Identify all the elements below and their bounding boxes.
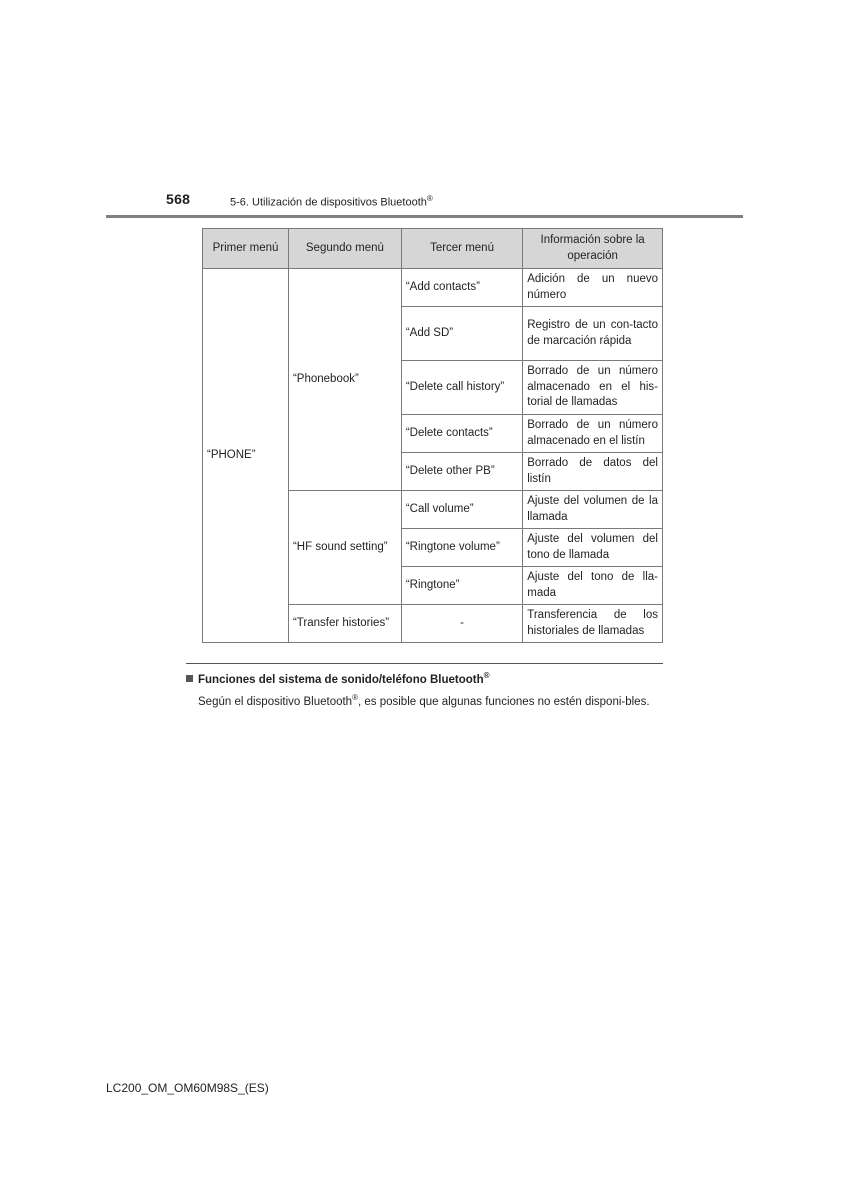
note-heading-text: Funciones del sistema de sonido/teléfono Bluetooth [198, 673, 484, 686]
third-menu-cell: “Ringtone volume” [401, 529, 522, 567]
column-header-third-menu: Tercer menú [401, 229, 522, 269]
table-header-row [203, 229, 663, 269]
registered-mark: ® [483, 671, 490, 680]
third-menu-cell: “Add SD” [401, 307, 522, 361]
operation-info-cell: Borrado de un número almacenado en el listín [523, 415, 663, 453]
footer-document-code: LC200_OM_OM60M98S_(ES) [106, 1081, 269, 1095]
table-row [203, 269, 663, 307]
third-menu-cell: “Ringtone” [401, 567, 522, 605]
header-rule [106, 215, 743, 218]
operation-info-cell: Ajuste del volumen del tono de llamada [523, 529, 663, 567]
note-body [198, 690, 659, 710]
column-header-second-menu: Segundo menú [288, 229, 401, 269]
second-menu-transfer-histories: “Transfer histories” [288, 605, 401, 643]
operation-info-cell: Registro de un con-tacto de marcación rápida [523, 307, 663, 361]
operation-info-cell: Transferencia de los historiales de llamadas [523, 605, 663, 643]
menu-table [202, 228, 663, 643]
third-menu-cell: - [401, 605, 522, 643]
third-menu-cell: “Add contacts” [401, 269, 522, 307]
operation-info-cell: Borrado de un número almacenado en el his-torial de llamadas [523, 361, 663, 415]
column-header-first-menu: Primer menú [203, 229, 289, 269]
third-menu-cell: “Delete call history” [401, 361, 522, 415]
registered-mark: ® [426, 194, 433, 203]
second-menu-phonebook: “Phonebook” [288, 269, 401, 491]
note-body-text-continued: , es posible que algunas funciones no estén disponi-bles. [357, 695, 650, 708]
column-header-operation-info: Información sobre la operación [523, 229, 663, 269]
third-menu-cell: “Delete other PB” [401, 453, 522, 491]
section-title [230, 194, 433, 209]
square-bullet-icon [186, 675, 193, 682]
operation-info-cell: Ajuste del volumen de la llamada [523, 491, 663, 529]
first-menu-phone: “PHONE” [203, 269, 289, 643]
note-heading [198, 671, 490, 686]
section-title-text: 5-6. Utilización de dispositivos Bluetooth [230, 196, 427, 209]
page-number: 568 [166, 191, 191, 207]
third-menu-cell: “Delete contacts” [401, 415, 522, 453]
table-bottom-rule [186, 663, 663, 664]
third-menu-cell: “Call volume” [401, 491, 522, 529]
note-body-text: Según el dispositivo Bluetooth [198, 695, 353, 708]
second-menu-hf-sound-setting: “HF sound setting” [288, 491, 401, 605]
operation-info-cell: Borrado de datos del listín [523, 453, 663, 491]
operation-info-cell: Ajuste del tono de lla-mada [523, 567, 663, 605]
operation-info-cell: Adición de un nuevo número [523, 269, 663, 307]
registered-mark: ® [352, 693, 358, 702]
